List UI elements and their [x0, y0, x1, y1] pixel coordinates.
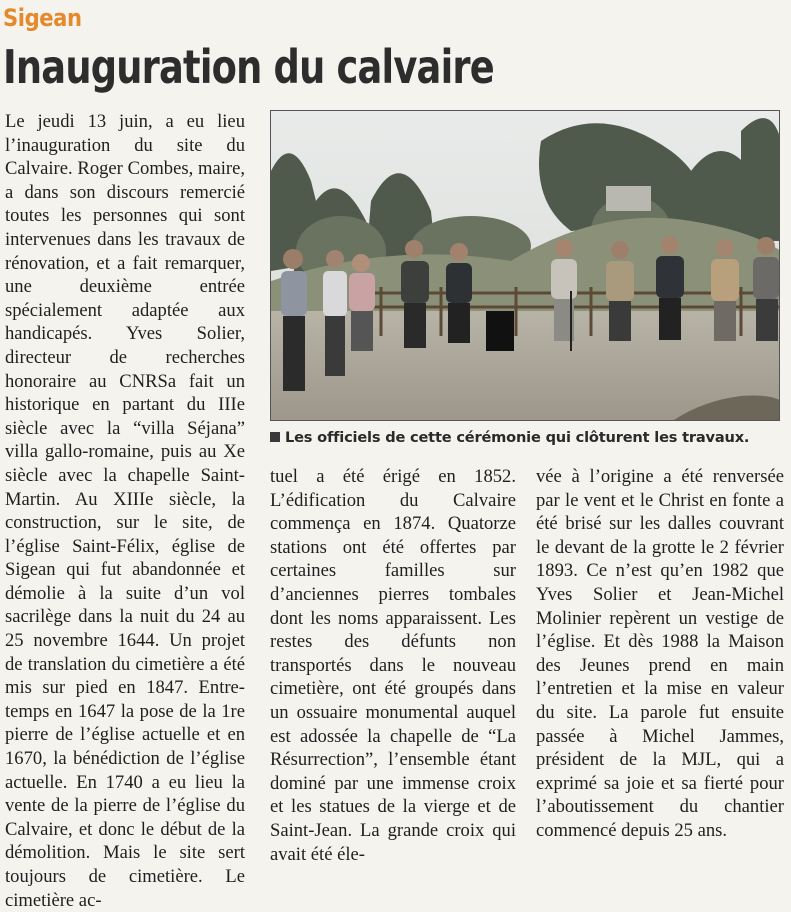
photo-caption: [270, 429, 785, 446]
article-photo: [270, 110, 780, 421]
article-text-part-3: vée à l’origine a été renversée par le vent et le Christ en fonte a été brisé sur les dalles couvrant le devant de la grotte le 2 février 1893. Ce n’est qu’en 1982 que Yves Solier et Jean-Michel Molinier repèrent un vestige de l’église. Et dès 1988 la Maison des Jeunes prend en main l’entretien et la mise en valeur du site. La parole fut ensuite passée à Michel Jammes, président de la MJL, qui a exprimé sa joie et sa fierté pour l’aboutissement du chantier commencé depuis 25 ans.: [536, 466, 784, 841]
article-column-2: [270, 465, 516, 865]
section-kicker: Sigean: [3, 4, 82, 32]
photo-caption-text: Les officiels de cette cérémonie qui clôturent les travaux.: [285, 429, 750, 446]
article-column-3: [536, 465, 784, 840]
article-text-part-1: Le jeudi 13 juin, a eu lieu l’inauguration du site du Calvaire. Roger Combes, maire, a dans son discours remercié toutes les personnes qui sont intervenues dans les travaux de rénovation, et a fait remarquer, une deuxième entrée spécialement adaptée aux handicapés. Yves Solier, directeur de recherches honoraire au CNRSa fait un historique en partant du IIIe siècle avec la “villa Séjana” villa gallo-romaine, puis au Xe siècle avec la chapelle Saint-Martin. Au XIIIe siècle, la construction, sur le site, de l’église Saint-Félix, église de Sigean qui fut abandonnée et démolie à la suite d’un vol sacrilège dans la nuit du 24 au 25 novembre 1644. Un projet de translation du cimetière a été mis sur pied en 1847. Entre-temps en 1647 la pose de la 1re pierre de l’église actuelle et en 1670, la bénédiction de l’église actuelle. En 1740 a eu lieu la vente de la pierre de l’église du Calvaire, et donc le début de la démolition. Mais le site sert toujours de cimetière. Le cimetière ac-: [5, 111, 245, 911]
article-column-1: [5, 110, 245, 911]
article-text-part-2: tuel a été érigé en 1852. L’édification du Calvaire commença en 1874. Quatorze stations ont été offertes par certaines familles sur d’anciennes pierres tombales dont les noms apparaissent. Les restes des défunts non transportés dans le nouveau cimetière, ont été groupés dans un ossuaire monumental auquel est adossée la chapelle de “La Résurrection”, l’ensemble étant dominé par une immense croix et les statues de la vierge et de Saint-Jean. La grande croix qui avait été éle-: [270, 466, 516, 865]
caption-square-bullet: [270, 432, 280, 442]
headline: Inauguration du calvaire: [3, 40, 494, 94]
photo-illustration: [271, 111, 780, 421]
